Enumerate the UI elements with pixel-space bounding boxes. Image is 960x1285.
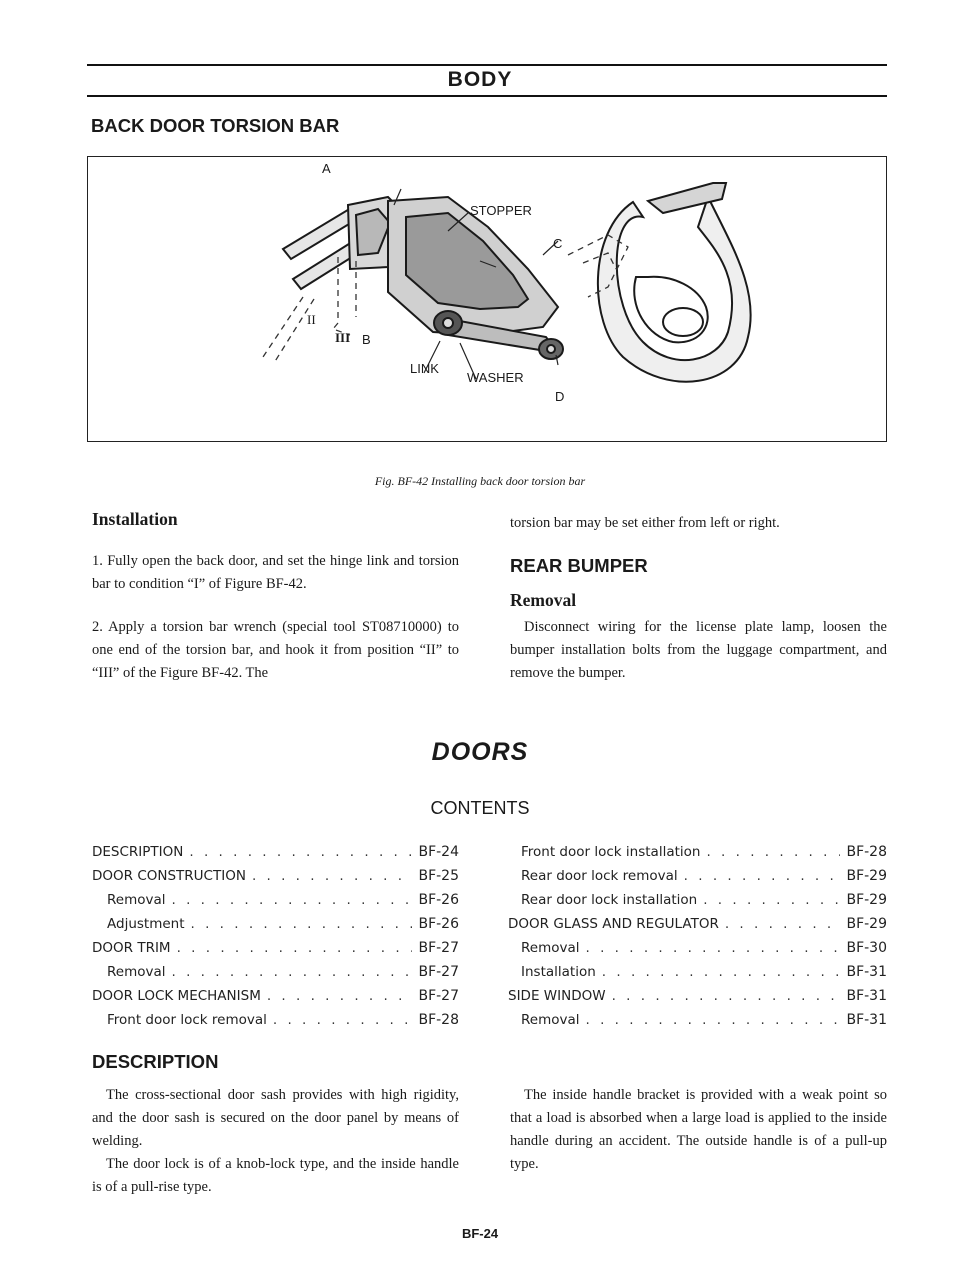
description-paragraph-3: The inside handle bracket is provided with a weak point so that a load is absorbed when a large load is applied to the inside handle during an accident. The outside handle is of a pull-up type. <box>510 1087 887 1172</box>
installation-step-1: 1. Fully open the back door, and set the hinge link and torsion bar to condition “I” of Figure BF-42. <box>92 553 459 592</box>
toc-left-item-1[interactable]: DESCRIPTION . . . BF-24 <box>92 844 459 860</box>
toc-left-item-6[interactable]: Removal . . . BF-27 <box>107 964 459 980</box>
figure-caption: Fig. BF-42 Installing back door torsion bar <box>374 474 586 488</box>
toc-right-item-7[interactable]: SIDE WINDOW . . . BF-31 <box>508 988 887 1004</box>
rear-bumper-removal-text: Disconnect wiring for the license plate lamp, loosen the bumper installation bolts from the luggage compartment, and remove the bumper. <box>510 619 887 681</box>
figure-label-washer: WASHER <box>467 370 524 385</box>
installation-heading: Installation <box>92 509 178 529</box>
figure-label-b: B <box>362 332 371 347</box>
toc-right-item-3[interactable]: Rear door lock installation . . . BF-29 <box>521 892 887 908</box>
toc-right-item-5[interactable]: Removal . . . BF-30 <box>521 940 887 956</box>
installation-step-2: 2. Apply a torsion bar wrench (special tool ST08710000) to one end of the torsion bar, and hook it from position “II” to “III” of the Figure BF-42. The <box>92 619 459 681</box>
toc-left-item-3[interactable]: Removal . . . BF-26 <box>107 892 459 908</box>
description-heading: DESCRIPTION <box>92 1051 219 1072</box>
section-heading-back-door-torsion-bar: BACK DOOR TORSION BAR <box>91 115 340 136</box>
toc-leader <box>706 844 840 860</box>
rear-bumper-removal-heading: Removal <box>510 590 577 610</box>
toc-right-item-8[interactable]: Removal . . . BF-31 <box>521 1012 887 1028</box>
toc-leader <box>172 892 413 908</box>
figure-label-ii: II <box>307 312 316 327</box>
toc-right-item-6[interactable]: Installation . . . BF-31 <box>521 964 887 980</box>
toc-leader <box>586 1012 841 1028</box>
toc-leader <box>172 964 413 980</box>
torsion-bar-diagram <box>88 157 888 443</box>
toc-leader <box>177 940 413 956</box>
description-paragraph-1: The cross-sectional door sash provides with high rigidity, and the door sash is secured on the door panel by means of welding. <box>92 1087 459 1149</box>
figure-label-iii: III <box>335 330 351 345</box>
toc-left-item-5[interactable]: DOOR TRIM . . . BF-27 <box>92 940 459 956</box>
figure-label-link: LINK <box>410 361 439 376</box>
toc-leader <box>267 988 413 1004</box>
toc-leader <box>684 868 841 884</box>
description-paragraph-2: The door lock is of a knob-lock type, and the inside handle is of a pull-rise type. <box>92 1156 459 1195</box>
toc-leader <box>273 1012 413 1028</box>
toc-leader <box>189 844 412 860</box>
header-rule-bottom <box>87 95 887 97</box>
toc-leader <box>252 868 413 884</box>
page-number: BF-24 <box>461 1226 499 1241</box>
contents-heading: CONTENTS <box>430 798 530 818</box>
toc-left-item-8[interactable]: Front door lock removal . . . BF-28 <box>107 1012 459 1028</box>
toc-leader <box>703 892 840 908</box>
toc-right-item-4[interactable]: DOOR GLASS AND REGULATOR . . . BF-29 <box>508 916 887 932</box>
toc-right-item-2[interactable]: Rear door lock removal . . . BF-29 <box>521 868 887 884</box>
toc-leader <box>586 940 841 956</box>
page-header-title: BODY <box>447 68 513 91</box>
toc-leader <box>602 964 841 980</box>
toc-left-item-4[interactable]: Adjustment . . . BF-26 <box>107 916 459 932</box>
rear-bumper-heading: REAR BUMPER <box>510 555 648 576</box>
figure-label-stopper: STOPPER <box>470 203 532 218</box>
figure-frame <box>87 156 887 442</box>
toc-right-item-1[interactable]: Front door lock installation . . . BF-28 <box>521 844 887 860</box>
doors-heading: DOORS <box>431 738 529 766</box>
figure-label-c: C <box>553 236 563 251</box>
figure-label-a: A <box>322 161 331 176</box>
toc-left-item-2[interactable]: DOOR CONSTRUCTION . . . BF-25 <box>92 868 459 884</box>
installation-continuation: torsion bar may be set either from left or right. <box>510 515 780 531</box>
header-rule-top <box>87 64 887 66</box>
toc-leader <box>191 916 413 932</box>
toc-left-item-7[interactable]: DOOR LOCK MECHANISM . . . BF-27 <box>92 988 459 1004</box>
figure-label-d: D <box>555 389 565 404</box>
toc-leader <box>725 916 841 932</box>
toc-leader <box>612 988 841 1004</box>
